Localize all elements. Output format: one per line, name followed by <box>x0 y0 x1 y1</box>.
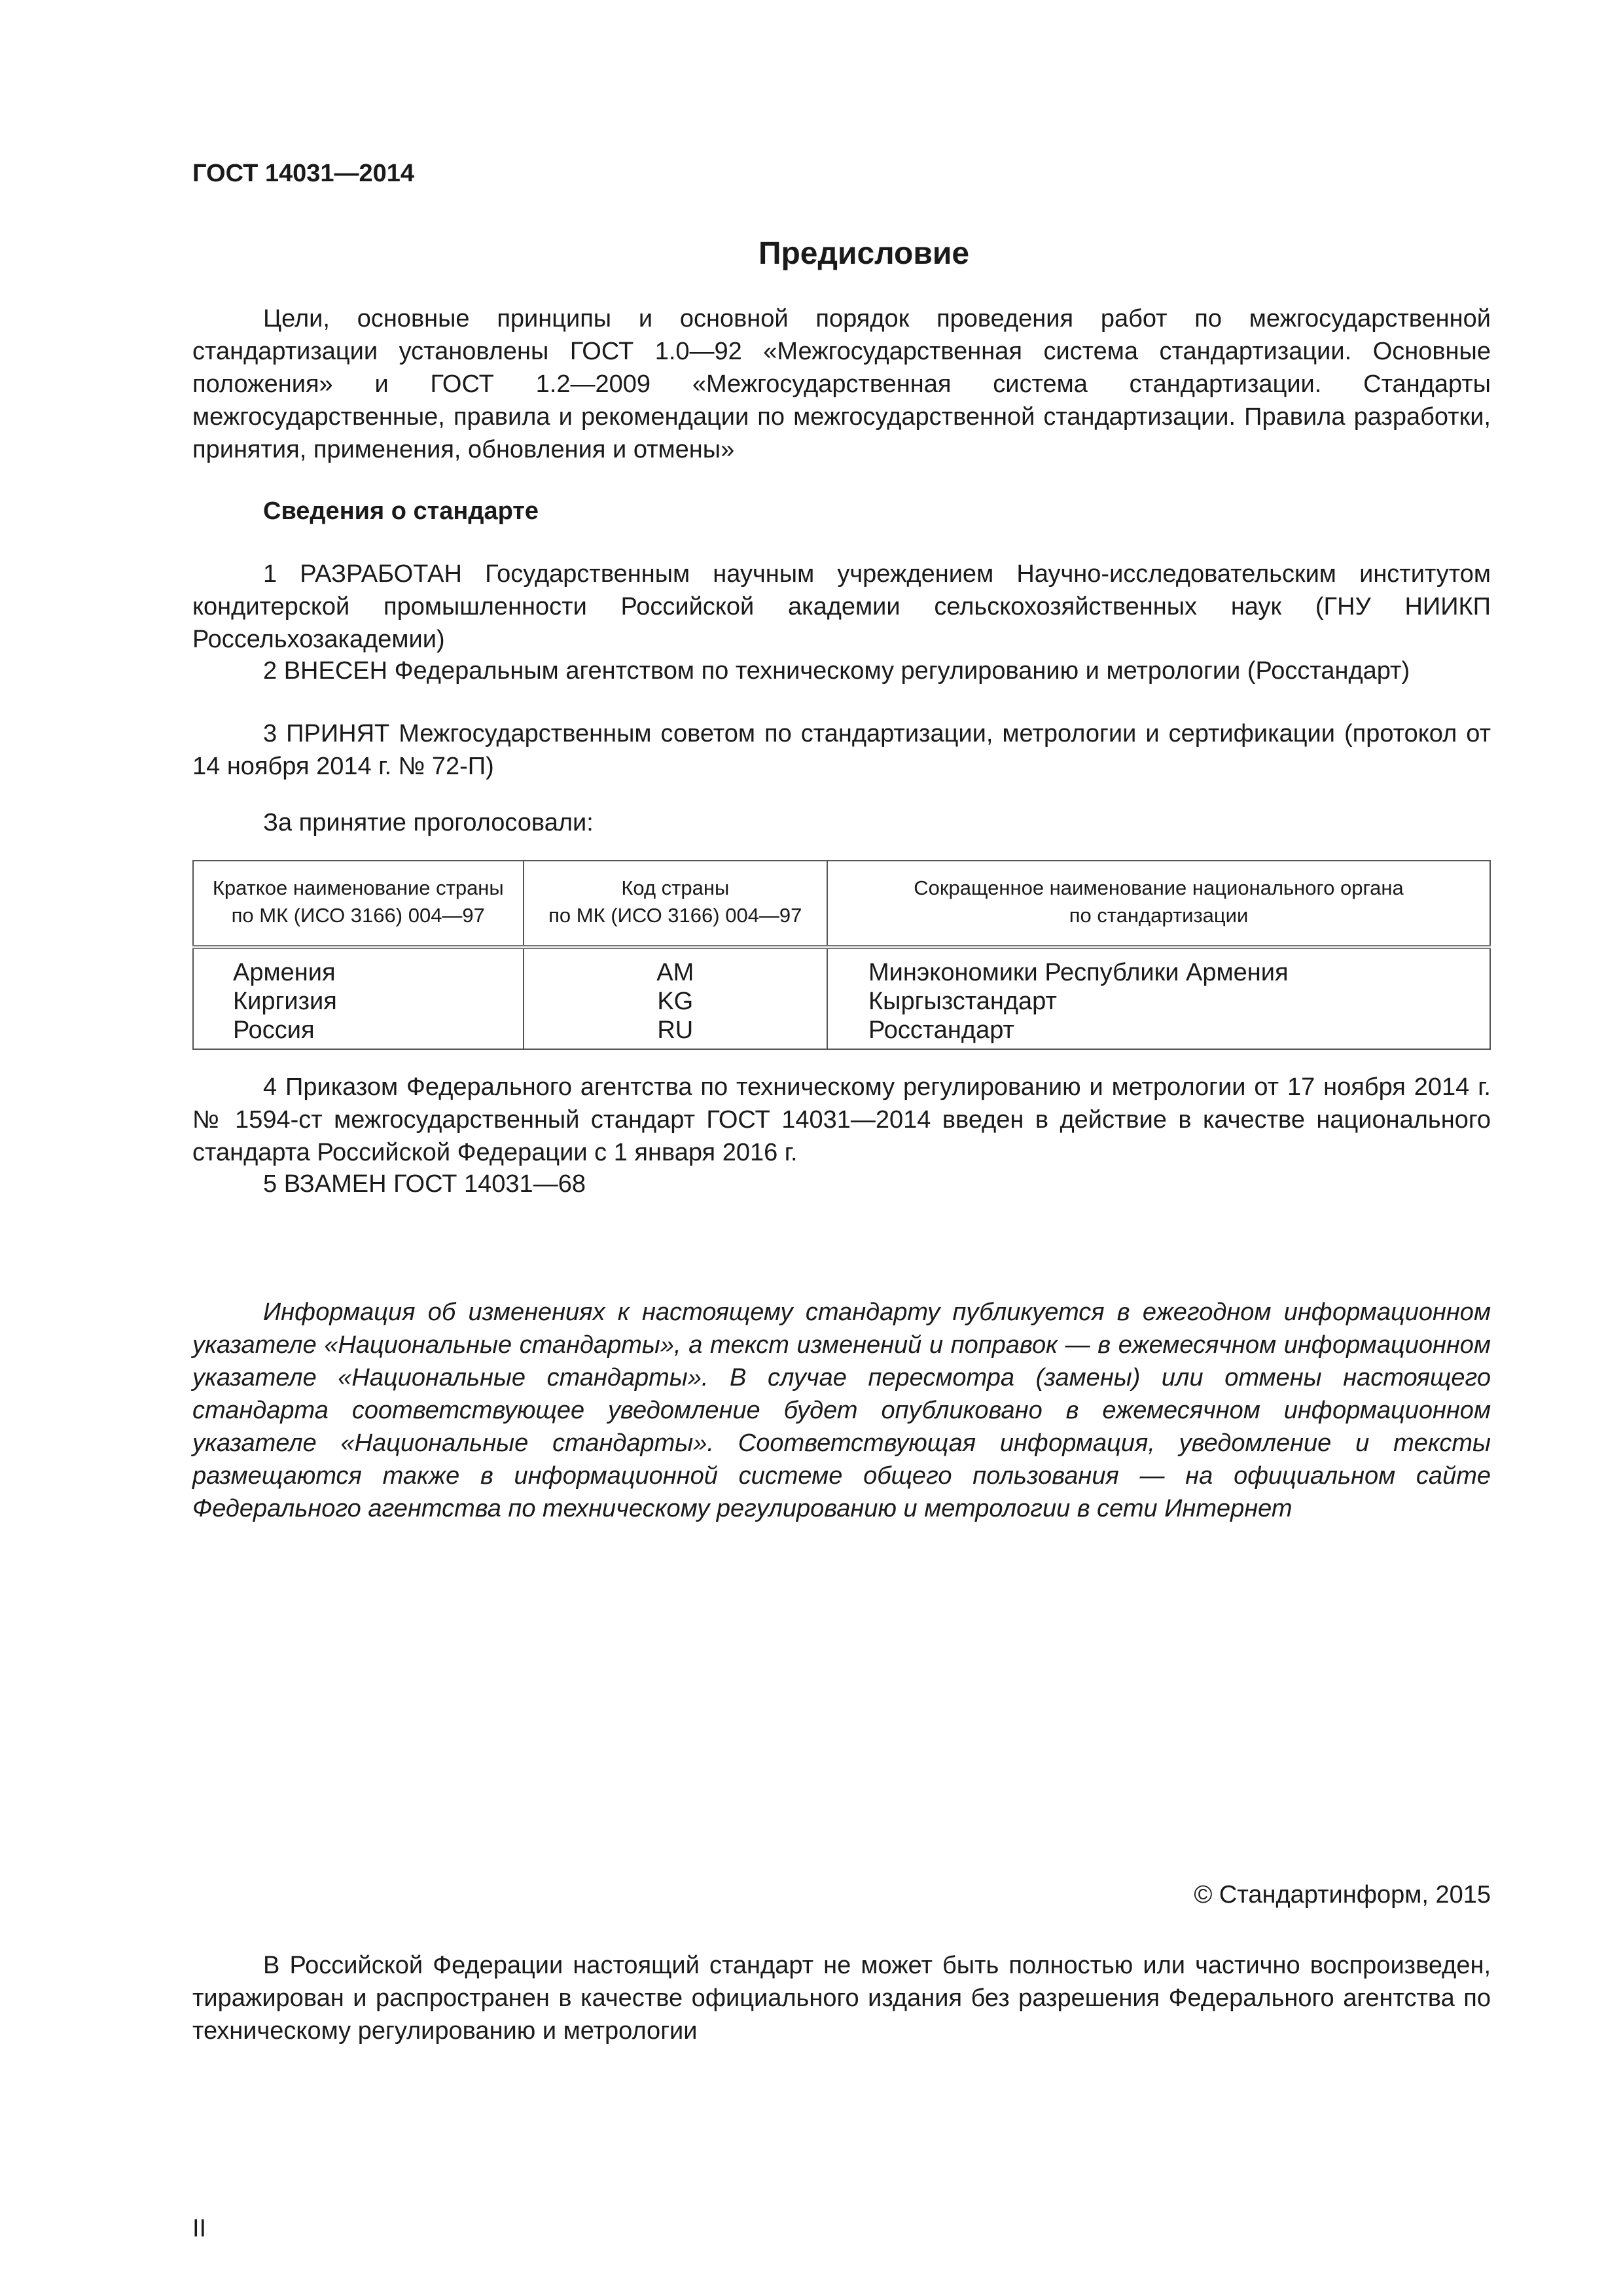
page-number: II <box>192 2215 207 2242</box>
document-header: ГОСТ 14031—2014 <box>192 160 415 187</box>
table-cell-code: AM <box>524 947 827 987</box>
voting-table <box>192 860 1491 1050</box>
table-cell-body: Кыргызстандарт <box>827 987 1490 1016</box>
info-item-4: 4 Приказом Федерального агентства по техническому регулированию и метрологии от 17 ноября 2014 г. № 1594-ст межгосударственный стандарт ГОСТ 14031—2014 введен в действие в качестве национального стандарта Российской Федерации с 1 января 2016 г. <box>192 1073 1491 1166</box>
table-cell-body: Росстандарт <box>827 1016 1490 1049</box>
table-cell-body: Минэкономики Республики Армения <box>827 947 1490 987</box>
table-cell-country: Киргизия <box>193 987 524 1016</box>
info-item-2: 2 ВНЕСЕН Федеральным агентством по техническому регулированию и метрологии (Росстандарт) <box>263 657 1410 685</box>
copyright: © Стандартинформ, 2015 <box>1194 1881 1491 1909</box>
info-item-5: 5 ВЗАМЕН ГОСТ 14031—68 <box>263 1170 586 1198</box>
table-header-code: Код страны по МК (ИСО 3166) 004—97 <box>524 861 827 947</box>
table-cell-code: KG <box>524 987 827 1016</box>
table-row <box>193 987 1490 1016</box>
info-notice: Информация об изменениях к настоящему стандарту публикуется в ежегодном информационном указателе «Национальные стандарты», а текст изменений и поправок — в ежемесячном информационном указателе «Национальные стандарты». В случае пересмотра (замены) или отмены настоящего стандарта соответствующее уведомление будет опубликовано в ежемесячном информационном указателе «Национальные стандарты». Соответствующая информация, уведомление и тексты размещаются также в информационной системе общего пользования — на официальном сайте Федерального агентства по техническому регулированию и метрологии в сети Интернет <box>192 1299 1491 1522</box>
table-header-body: Сокращенное наименование национального органа по стандартизации <box>827 861 1490 947</box>
table-cell-country: Армения <box>193 947 524 987</box>
page-title: Предисловие <box>758 236 970 271</box>
info-item-1: 1 РАЗРАБОТАН Государственным научным учреждением Научно-исследовательским институтом кондитерской промышленности Российской академии сельскохозяйственных наук (ГНУ НИИКП Россельхозакадемии) <box>192 560 1491 653</box>
table-cell-code: RU <box>524 1016 827 1049</box>
table-row <box>193 947 1490 987</box>
table-header-country: Краткое наименование страны по МК (ИСО 3166) 004—97 <box>193 861 524 947</box>
table-cell-country: Россия <box>193 1016 524 1049</box>
table-row <box>193 1016 1490 1049</box>
info-item-3: 3 ПРИНЯТ Межгосударственным советом по стандартизации, метрологии и сертификации (протокол от 14 ноября 2014 г. № 72-П) <box>192 720 1491 780</box>
standard-info-heading: Сведения о стандарте <box>263 497 539 525</box>
reproduction-notice: В Российской Федерации настоящий стандарт не может быть полностью или частично воспроизведен, тиражирован и распространен в качестве официального издания без разрешения Федерального агентства по техническому регулированию и метрологии <box>192 1952 1491 2045</box>
voted-label: За принятие проголосовали: <box>263 809 594 836</box>
table-header-row <box>193 861 1490 947</box>
intro-paragraph: Цели, основные принципы и основной порядок проведения работ по межгосударственной стандартизации установлены ГОСТ 1.0—92 «Межгосударственная система стандартизации. Основные положения» и ГОСТ 1.2—2009 «Межгосударственная система стандартизации. Стандарты межгосударственные, правила и рекомендации по межгосударственной стандартизации. Правила разработки, принятия, применения, обновления и отмены» <box>192 305 1491 463</box>
